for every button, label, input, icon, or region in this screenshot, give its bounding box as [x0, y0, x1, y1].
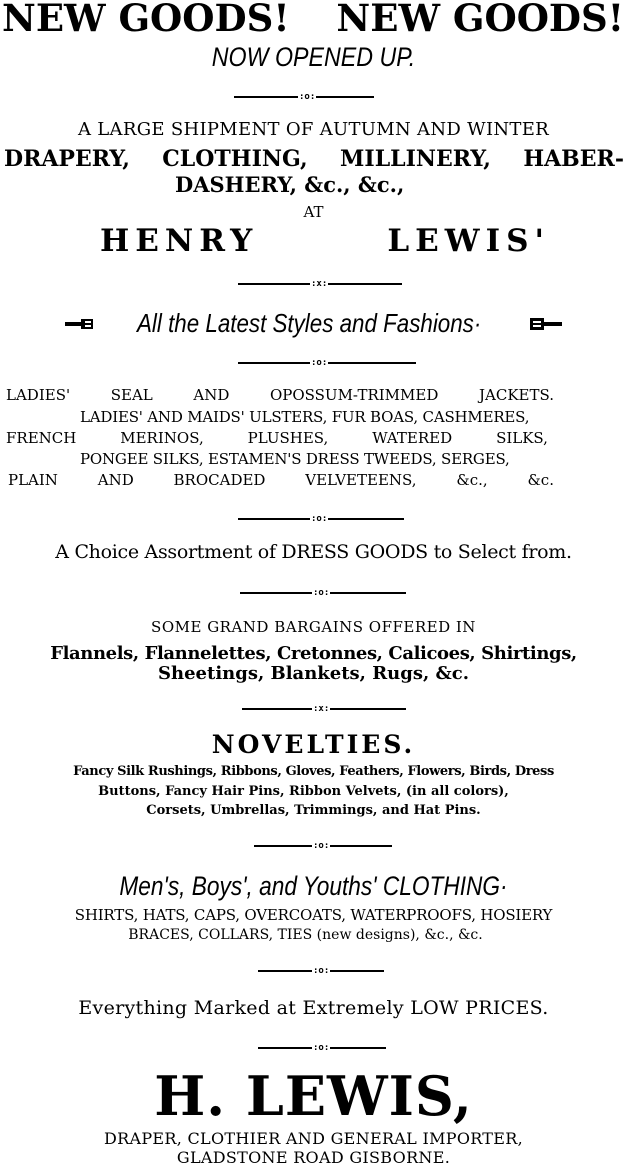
dress-goods-line: A Choice Assortment of DRESS GOODS to Select from. [55, 541, 572, 563]
divider: :o: [238, 513, 404, 525]
ladies-line-5: PLAIN AND BROCADED VELVETEENS, &c., &c. [8, 471, 554, 489]
divider: :o: [238, 357, 416, 369]
ladies-line-2: LADIES' AND MAIDS' ULSTERS, FUR BOAS, CASHMERES, [80, 408, 530, 426]
headline-left: NEW GOODS! [2, 0, 290, 40]
intro-word: MILLINERY, [340, 146, 491, 172]
bargains-line-2: Sheetings, Blankets, Rugs, &c. [158, 663, 469, 684]
divider: :o: [258, 965, 384, 977]
novelties-line-3: Corsets, Umbrellas, Trimmings, and Hat Pins. [146, 803, 481, 818]
divider: :o: [234, 91, 374, 103]
intro-line-1: A LARGE SHIPMENT OF AUTUMN AND WINTER [77, 119, 550, 140]
clothing-heading: Men's, Boys', and Youths' CLOTHING· [119, 871, 508, 901]
ladies-line-4: PONGEE SILKS, ESTAMEN'S DRESS TWEEDS, SERGES, [80, 450, 510, 468]
intro-line-3: DASHERY, &c., &c., [175, 172, 405, 197]
headline [2, 0, 624, 40]
styles-line [0, 310, 627, 338]
ladies-line-1: LADIES' SEAL AND OPOSSUM-TRIMMED JACKETS. [6, 386, 554, 404]
divider: :o: [258, 1042, 386, 1054]
novelties-line-1: Fancy Silk Rushings, Ribbons, Gloves, Feathers, Flowers, Birds, Dress [73, 764, 554, 779]
styles-text: All the Latest Styles and Fashions· [137, 308, 482, 338]
subhead: NOW OPENED UP. [211, 42, 416, 72]
intro-word: CLOTHING, [162, 146, 308, 172]
prices-line: Everything Marked at Extremely LOW PRICES. [78, 997, 549, 1019]
intro-at: AT [303, 203, 324, 221]
intro-line-2 [4, 148, 624, 170]
pointing-hand-icon [516, 312, 564, 338]
clothing-line-2: BRACES, COLLARS, TIES (new designs), &c., &c. [128, 927, 483, 943]
store-name-first: HENRY [100, 223, 259, 259]
bargains-line-1: Flannels, Flannelettes, Cretonnes, Calicoes, Shirtings, [50, 643, 577, 664]
clothing-line-1: SHIRTS, HATS, CAPS, OVERCOATS, WATERPROOFS, HOSIERY [74, 906, 553, 924]
pointing-hand-icon [63, 312, 103, 338]
footer-line-1: DRAPER, CLOTHIER AND GENERAL IMPORTER, [104, 1129, 523, 1148]
store-name [100, 223, 550, 259]
ladies-line-3: FRENCH MERINOS, PLUSHES, WATERED SILKS, [6, 429, 548, 447]
headline-right: NEW GOODS! [336, 0, 624, 40]
novelties-heading: NOVELTIES. [211, 730, 416, 759]
divider: :x: [242, 703, 406, 715]
novelties-line-2: Buttons, Fancy Hair Pins, Ribbon Velvets, (in all colors), [98, 784, 509, 799]
divider: :o: [240, 587, 406, 599]
intro-word: DRAPERY, [4, 146, 130, 172]
divider: :x: [238, 278, 402, 290]
footer-line-2: GLADSTONE ROAD GISBORNE. [176, 1148, 451, 1167]
divider: :o: [254, 840, 392, 852]
intro-word: HABER- [523, 146, 624, 172]
footer-name: H. LEWIS, [154, 1064, 473, 1128]
bargains-heading: SOME GRAND BARGAINS OFFERED IN [151, 618, 476, 636]
store-name-last: LEWIS' [387, 223, 550, 259]
